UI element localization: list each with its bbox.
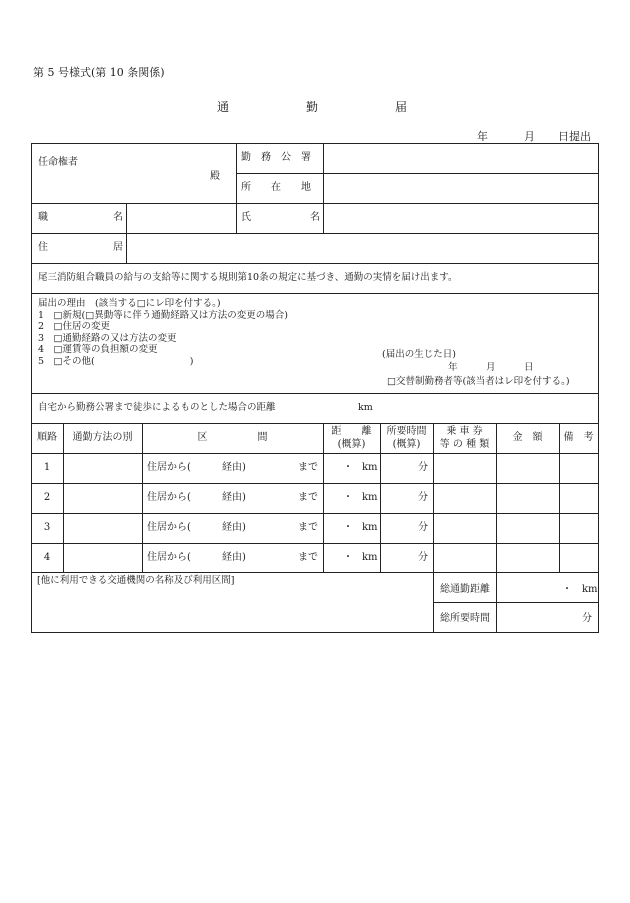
header-seq: 順路 [37, 432, 57, 443]
office-name-label: 勤 務 公 署 [241, 152, 311, 163]
date-day: 日提出 [558, 130, 591, 143]
row-distance-unit: km [362, 462, 378, 473]
name-label-2: 名 [310, 212, 320, 223]
row-from: 住居から( [147, 492, 191, 503]
row-time-unit: 分 [418, 462, 428, 473]
header-remarks: 備 考 [563, 432, 594, 443]
header-time-2: (概算) [392, 439, 421, 450]
header-method: 通勤方法の別 [72, 432, 133, 443]
total-distance-value: ・ km [562, 584, 598, 595]
location-label: 所 在 地 [241, 182, 311, 193]
header-distance-1: 距 離 [331, 426, 372, 437]
row-to: まで [298, 462, 318, 473]
header-time-1: 所要時間 [386, 426, 427, 437]
row-distance-dot: ・ [343, 552, 353, 563]
row-via: 経由) [222, 492, 246, 503]
row-to: まで [298, 552, 318, 563]
row-time-unit: 分 [418, 492, 428, 503]
date-month: 月 [524, 130, 535, 143]
job-title-label-1: 職 [38, 212, 48, 223]
shift-worker-checkbox[interactable]: □交替制勤務者等(該当者はレ印を付する。) [387, 376, 570, 387]
row-via: 経由) [222, 552, 246, 563]
row-via: 経由) [222, 462, 246, 473]
date-year: 年 [477, 130, 488, 143]
row-time-unit: 分 [418, 522, 428, 533]
appointer-label: 任命権者 [38, 157, 78, 168]
header-ticket-2: 等 の 種 類 [439, 439, 490, 450]
reason-item-5: 5 □その他( ) [38, 355, 194, 367]
header-section: 区 間 [197, 432, 268, 443]
reasons-block [38, 298, 288, 368]
row-to: まで [298, 492, 318, 503]
form-number: 第 5 号様式(第 10 条関係) [33, 66, 165, 79]
title-char-1: 通 [217, 100, 230, 114]
row-time-unit: 分 [418, 552, 428, 563]
reason-item-3: 3 □通勤経路の又は方法の変更 [38, 332, 177, 344]
title-char-3: 届 [395, 100, 408, 114]
total-distance-label: 総通勤距離 [440, 584, 490, 595]
name-label-1: 氏 [241, 212, 251, 223]
job-title-label-2: 名 [113, 212, 123, 223]
other-transport-label: [他に利用できる交通機関の名称及び利用区間] [37, 575, 235, 586]
walking-distance-label: 自宅から勤務公署まで徒歩によるものとした場合の距離 [38, 402, 276, 413]
row-to: まで [298, 522, 318, 533]
row-number: 1 [43, 462, 51, 473]
statement-text: 尾三消防組合職員の給与の支給等に関する規則第10条の規定に基づき、通勤の実情を届け出ます。 [38, 272, 458, 283]
header-amount: 金 額 [512, 432, 543, 443]
row-number: 3 [43, 522, 51, 533]
reason-item-2: 2 □住居の変更 [38, 321, 111, 333]
header-ticket-1: 乗 車 券 [446, 426, 483, 437]
row-via: 経由) [222, 522, 246, 533]
walking-distance-unit: km [358, 402, 373, 413]
occurred-date: 年 月 日 [448, 362, 534, 373]
occurred-label: (届出の生じた日) [382, 349, 456, 360]
row-distance-dot: ・ [343, 462, 353, 473]
reason-item-1: 1 □新規(□異動等に伴う通勤経路又は方法の変更の場合) [38, 309, 288, 321]
row-number: 2 [43, 492, 51, 503]
row-from: 住居から( [147, 552, 191, 563]
row-distance-unit: km [362, 492, 378, 503]
total-time-label: 総所要時間 [440, 613, 490, 624]
total-time-unit: 分 [582, 613, 592, 624]
row-from: 住居から( [147, 522, 191, 533]
address-label-2: 居 [113, 242, 123, 253]
row-distance-dot: ・ [343, 492, 353, 503]
reason-item-4: 4 □運賃等の負担額の変更 [38, 344, 158, 356]
header-distance-2: (概算) [337, 439, 366, 450]
honorific-text: 殿 [210, 171, 220, 182]
address-label-1: 住 [38, 242, 48, 253]
row-number: 4 [43, 552, 51, 563]
reasons-heading: 届出の理由 (該当する□にレ印を付する。) [38, 298, 221, 309]
row-distance-dot: ・ [343, 522, 353, 533]
row-from: 住居から( [147, 462, 191, 473]
row-distance-unit: km [362, 522, 378, 533]
title-char-2: 勤 [306, 100, 319, 114]
row-distance-unit: km [362, 552, 378, 563]
